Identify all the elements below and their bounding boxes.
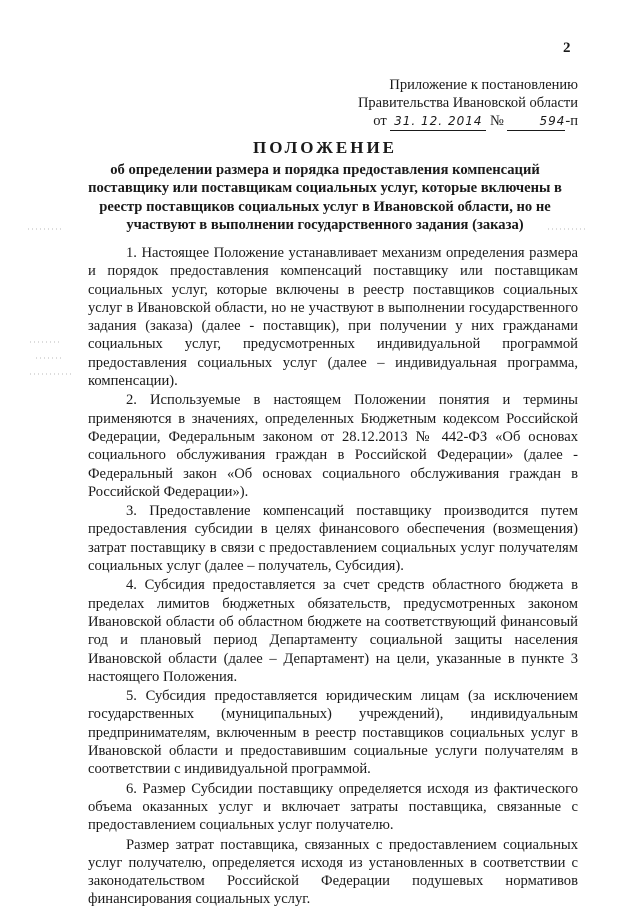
paragraph-5: 5. Субсидия предоставляется юридическим лицам (за исключением государственных (муниципальных) учреждений), индивидуальным предпринимателям, включенным в реестр поставщиков социальных услуг в Ивановской области и предоставившим социальные услуги получателям в соответствии с индивидуальной программой.	[88, 688, 578, 778]
document-number: 594	[539, 114, 566, 128]
appendix-line-1: Приложение к постановлению	[389, 77, 578, 93]
paragraph-4: 4. Субсидия предоставляется за счет средств областного бюджета в пределах лимитов бюджетных обязательств, предусмотренных законом Ивановской области об областном бюджете на соответствующий финансовый год и плановый период Департаменту социальной защиты населения Ивановской области (далее – Департамент) на цели, указанные в пункте 3 настоящего Положения.	[88, 577, 578, 685]
number-suffix: -п	[565, 113, 578, 129]
appendix-date-line	[330, 112, 578, 131]
paragraph-1: 1. Настоящее Положение устанавливает механизм определения размера и порядок предоставления компенсаций поставщику или поставщикам социальных услуг, которые включены в реестр поставщиков социальных услуг в Ивановской области, но не участвуют в выполнении государственного задания (заказа) (далее - поставщик), при получении у них гражданами социальных услуг, предусмотренных индивидуальной программой предоставления социальных услуг (далее – индивидуальная программа, компенсации).	[88, 245, 578, 390]
paragraph-2: 2. Используемые в настоящем Положении понятия и термины применяются в значениях, определенных Бюджетным кодексом Российской Федерации, Федеральным законом от 28.12.2013 № 442-ФЗ «Об основах социального обслуживания граждан в Российской Федерации» (далее - Федеральный закон «Об основах социального обслуживания граждан в Российской Федерации»).	[88, 392, 578, 500]
from-label: от	[373, 113, 387, 129]
paragraph-3: 3. Предоставление компенсаций поставщику производится путем предоставления субсидии в целях финансового обеспечения (возмещения) затрат поставщику в связи с предоставлением социальных услуг получателям социальных услуг (далее – получатель, Субсидия).	[88, 503, 578, 575]
document-subtitle: об определении размера и порядка предоставления компенсаций поставщику или поставщикам социальных услуг, которые включены в реестр поставщиков социальных услуг в Ивановской области, но не участвуют в выполнении государственного задания (заказа)	[88, 162, 562, 234]
document-title: ПОЛОЖЕНИЕ	[253, 138, 397, 157]
appendix-header	[330, 76, 578, 131]
paragraph-7: Размер затрат поставщика, связанных с предоставлением социальных услуг получателю, определяется исходя из установленных в соответствии с законодательством Российской Федерации подушевых нормативов финансирования социальных услуг.	[88, 836, 578, 908]
number-label: №	[489, 113, 504, 129]
document-body	[88, 244, 578, 910]
document-date: 31. 12. 2014	[394, 114, 483, 128]
paragraph-6: 6. Размер Субсидии поставщику определяется исходя из фактического объема оказанных услуг и включает затраты поставщика, связанные с предоставлением социальных услуг получателю.	[88, 780, 578, 834]
page-number: 2	[563, 40, 571, 56]
appendix-line-2: Правительства Ивановской области	[357, 95, 578, 111]
